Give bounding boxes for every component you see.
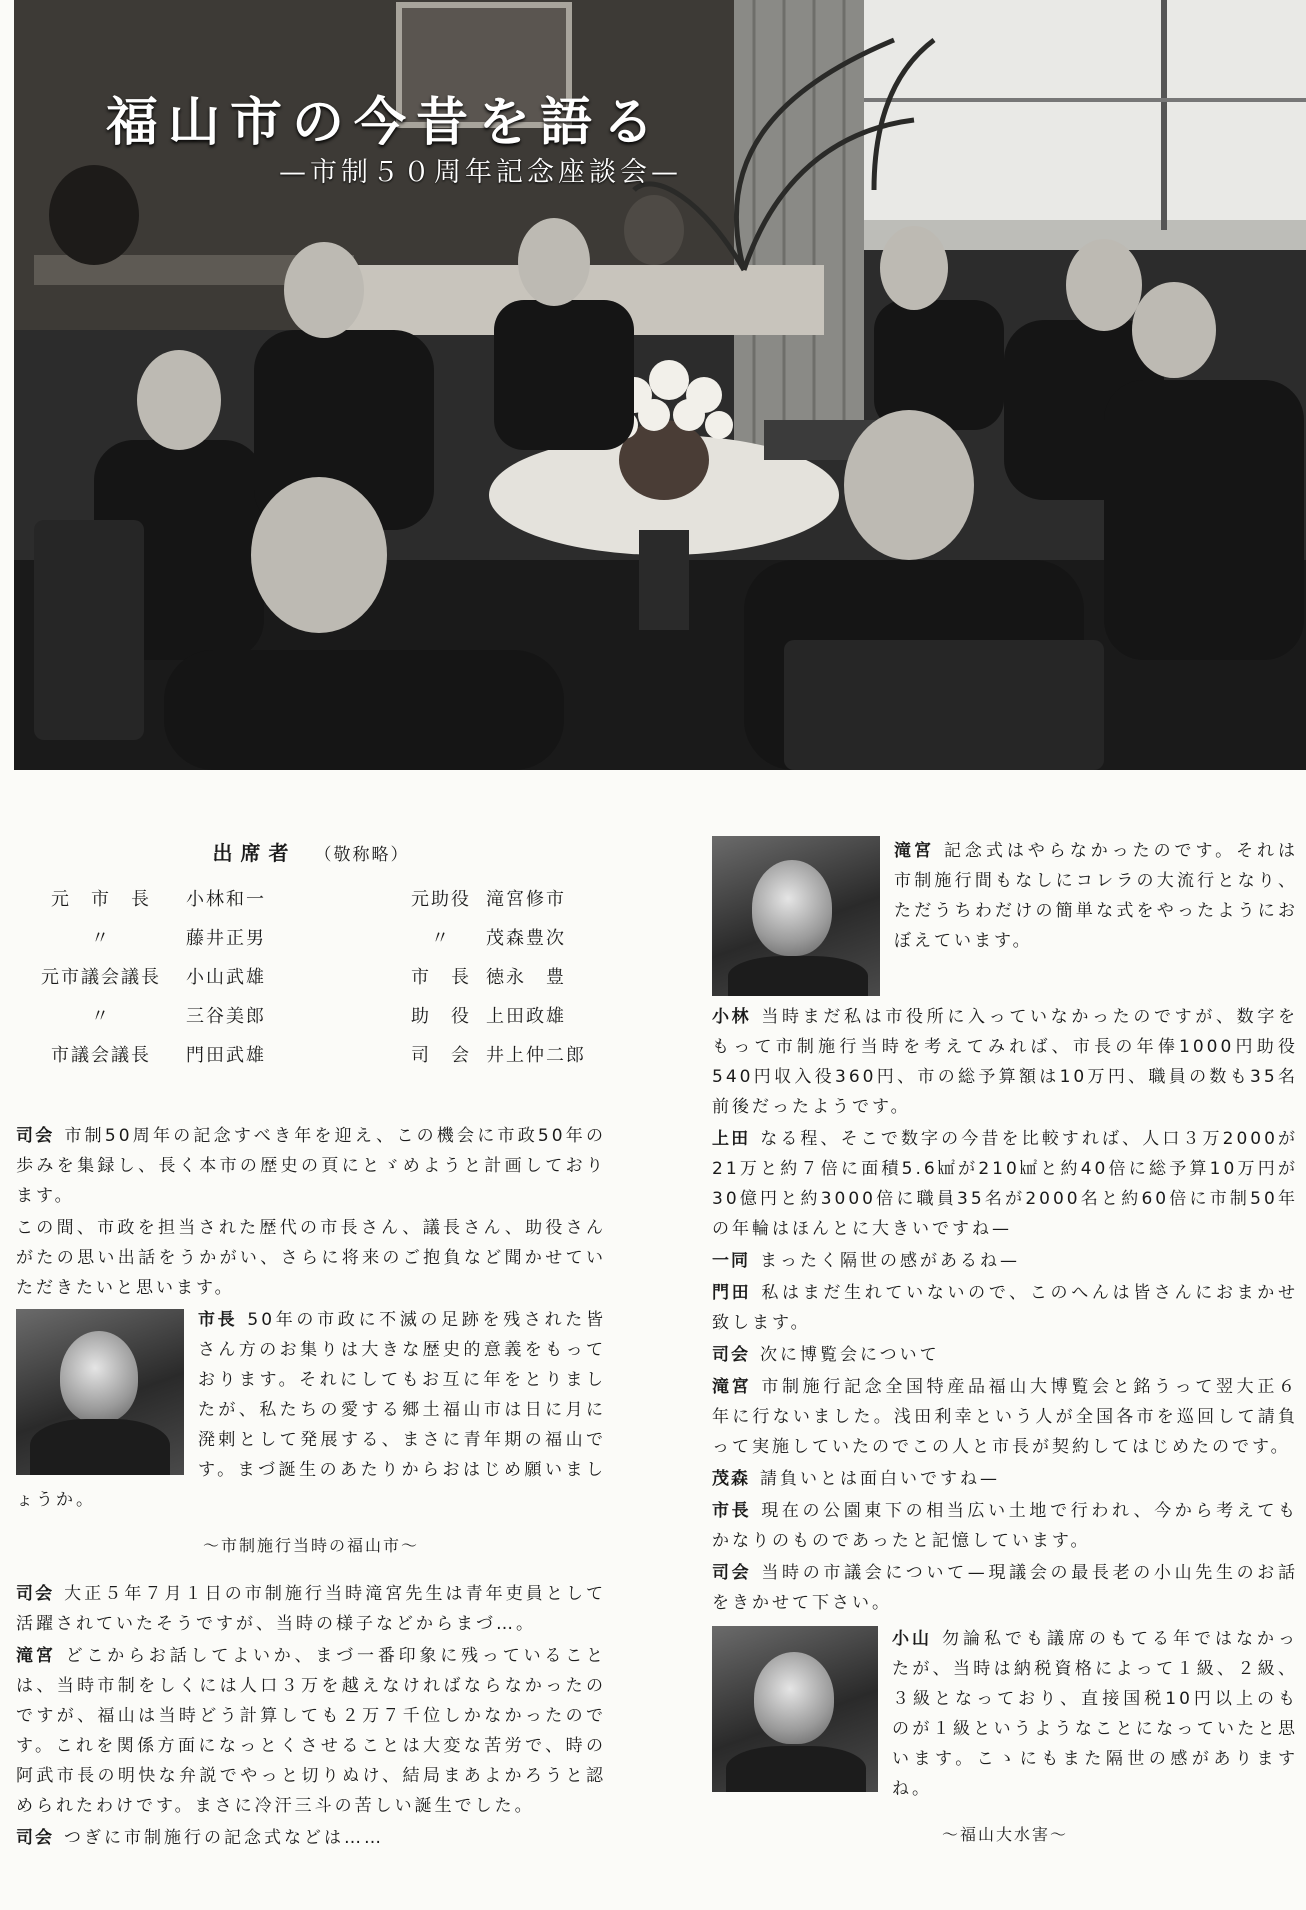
speaker-label: 一同 (712, 1251, 750, 1271)
attendees-table (16, 882, 586, 1077)
attendee-name: 小山武雄 (186, 967, 266, 988)
attendee-role: 元市議会議長 (41, 967, 161, 988)
dialogue-text: 次に博覧会について (760, 1345, 940, 1365)
dialogue-text: 私はまだ生れていないので、このへんは皆さんにおまかせ致します。 (712, 1283, 1298, 1333)
portrait-body (728, 956, 868, 996)
attendee-name: 滝宮修市 (486, 889, 566, 910)
dialogue-text: 現在の公園東下の相当広い土地で行われ、今から考えてもかなりのものであったと記憶しています。 (712, 1501, 1298, 1551)
attendee-name: 門田武雄 (186, 1045, 266, 1066)
dialogue-text: 当時まだ私は市役所に入っていなかったのですが、数字をもって市制施行当時を考えてみれば、市長の年俸1000円助役540円収入役360円、市の総予算額は10万円、職員の数も35名前後だったようです。 (712, 1007, 1299, 1117)
dialogue-text: 記念式はやらなかったのです。それは市制施行間もなしにコレラの大流行となり、ただうちわだけの簡単な式をやったようにおぼえています。 (894, 841, 1299, 951)
dialogue-paragraph (712, 1372, 1298, 1462)
attendee-role: 〃 (91, 1006, 111, 1027)
dialogue-text: 請負いとは面白いですね— (760, 1469, 1000, 1489)
dialogue-text: この間、市政を担当された歴代の市長さん、議長さん、助役さんがたの思い出話をうかがい、さらに将来のご抱負など聞かせていただきたいと思います。 (16, 1218, 606, 1298)
right-column (712, 836, 1298, 1868)
attendee-role: 司 会 (411, 1045, 471, 1066)
speaker-label: 小林 (712, 1007, 752, 1027)
attendee-name: 徳永 豊 (486, 967, 566, 988)
section-heading: ～市制施行当時の福山市～ (202, 1536, 419, 1555)
dialogue-text: なる程、そこで数字の今昔を比較すれば、人口３万2000が21万と約７倍に面積5.6㎢が210㎢と約40倍に総予算10万円が30億円と約3000倍に職員35名が2000名と約60倍に市制50年の年輪はほんとに大きいですね— (712, 1129, 1299, 1239)
dialogue-paragraph (712, 1124, 1298, 1244)
portrait-face (754, 1652, 834, 1744)
portrait-face (60, 1331, 138, 1423)
dialogue-text: 市制施行記念全国特産品福山大博覧会と銘うって翌大正６年に行ないました。浅田利幸という人が全国各市を巡回して請負って実施していたのでこの人と市長が契約してはじめたのです。 (712, 1377, 1299, 1457)
speaker-label: 司会 (712, 1563, 752, 1583)
portrait-takimiya (712, 836, 880, 996)
portrait-body (30, 1419, 170, 1475)
attendee-name: 井上仲二郎 (486, 1045, 586, 1066)
dialogue-text: つぎに市制施行の記念式などは…… (64, 1828, 384, 1848)
speaker-label: 門田 (712, 1283, 752, 1303)
dialogue-text: どこからお話してよいか、まづ一番印象に残っていることは、当時市制をしくには人口３万を越えなければならなかったのですが、福山は当時どう計算しても２万７千位しかなかったのです。これを関係方面になっとくさせることは大変な苦労で、時の阿武市長の明快な弁説でやっと切りぬけ、結局まあよかろうと認められたわけです。まさに冷汗三斗の苦しい誕生でした。 (16, 1646, 607, 1816)
attendee-role: 元助役 (411, 889, 471, 910)
speaker-label: 上田 (712, 1129, 751, 1149)
dialogue-text: 当時の市議会について—現議会の最長老の小山先生のお話をきかせて下さい。 (712, 1563, 1298, 1613)
attendee-row (16, 960, 586, 999)
attendees-heading (16, 838, 606, 870)
dialogue-paragraph (712, 1002, 1298, 1122)
dialogue-paragraph (712, 1558, 1298, 1618)
dialogue-text: 大正５年７月１日の市制施行当時滝宮先生は青年吏員として活躍されていたそうですが、当時の様子などからまづ…。 (16, 1584, 607, 1634)
header-photo (14, 0, 1306, 770)
dialogue-paragraph (16, 1213, 606, 1303)
dialogue-text: 50年の市政に不滅の足跡を残された皆さん方のお集りは大きな歴史的意義をもっております。それにしてもお互に年をとりましたが、私たちの愛する郷土福山市は日に月に溌剌として発展する、まさに青年期の福山です。まづ誕生のあたりからおはじめ願いましょうか。 (16, 1310, 606, 1510)
speaker-label: 市長 (198, 1310, 238, 1330)
attendee-row (16, 882, 586, 921)
dialogue-paragraph (16, 1121, 606, 1211)
portrait-koyama (712, 1626, 878, 1792)
speaker-label: 滝宮 (894, 841, 934, 861)
dialogue-paragraph (16, 1641, 606, 1821)
dialogue-paragraph (712, 1496, 1298, 1556)
portrait-face (752, 860, 832, 956)
dialogue-paragraph (16, 1579, 606, 1639)
attendee-role: 市 長 (411, 967, 471, 988)
speaker-label: 司会 (16, 1584, 55, 1604)
attendee-row (16, 999, 586, 1038)
speaker-label: 司会 (712, 1345, 750, 1365)
speaker-label: 市長 (712, 1501, 752, 1521)
attendee-name: 藤井正男 (186, 928, 266, 949)
attendees-honorific: （敬称略） (314, 845, 410, 865)
speaker-label: 司会 (16, 1126, 55, 1146)
attendee-role: 元 市 長 (51, 889, 151, 910)
dialogue-paragraph (712, 1340, 1298, 1370)
portrait-mayor (16, 1309, 184, 1475)
dialogue-paragraph (16, 1823, 606, 1853)
dialogue-text: まったく隔世の感があるね— (760, 1251, 1020, 1271)
speaker-label: 滝宮 (16, 1646, 56, 1666)
attendee-name: 三谷美郎 (186, 1006, 266, 1027)
attendee-role: 〃 (431, 928, 451, 949)
speaker-label: 小山 (892, 1629, 932, 1649)
speaker-label: 司会 (16, 1828, 54, 1848)
dialogue-paragraph (712, 1278, 1298, 1338)
section-heading: ～福山大水害～ (941, 1825, 1068, 1844)
dialogue-paragraph (712, 1246, 1298, 1276)
portrait-body (726, 1746, 866, 1792)
attendees-title: 出席者 (212, 841, 297, 865)
dialogue-text: 勿論私でも議席のもてる年ではなかったが、当時は納税資格によって１級、２級、３級となっており、直接国税10円以上のものが１級というようなことになっていたと思います。こゝにもまた隔世の感がありますね。 (892, 1629, 1298, 1799)
attendee-name: 茂森豊次 (486, 928, 566, 949)
attendee-name: 小林和一 (186, 889, 266, 910)
attendee-row (16, 1038, 586, 1077)
page-subtitle: —市制５０周年記念座談会— (279, 157, 682, 188)
attendee-role: 助 役 (411, 1006, 471, 1027)
page-title: 福山市の今昔を語る (106, 92, 665, 153)
speaker-label: 茂森 (712, 1469, 750, 1489)
attendee-row (16, 921, 586, 960)
left-column (16, 838, 606, 1855)
attendee-name: 上田政雄 (486, 1006, 566, 1027)
attendee-role: 市議会議長 (51, 1045, 151, 1066)
speaker-label: 滝宮 (712, 1377, 752, 1397)
dialogue-text: 市制50周年の記念すべき年を迎え、この機会に市政50年の歩みを集録し、長く本市の歴史の頁にとゞめようと計画しております。 (16, 1126, 606, 1206)
attendee-role: 〃 (91, 928, 111, 949)
dialogue-paragraph (712, 1464, 1298, 1494)
